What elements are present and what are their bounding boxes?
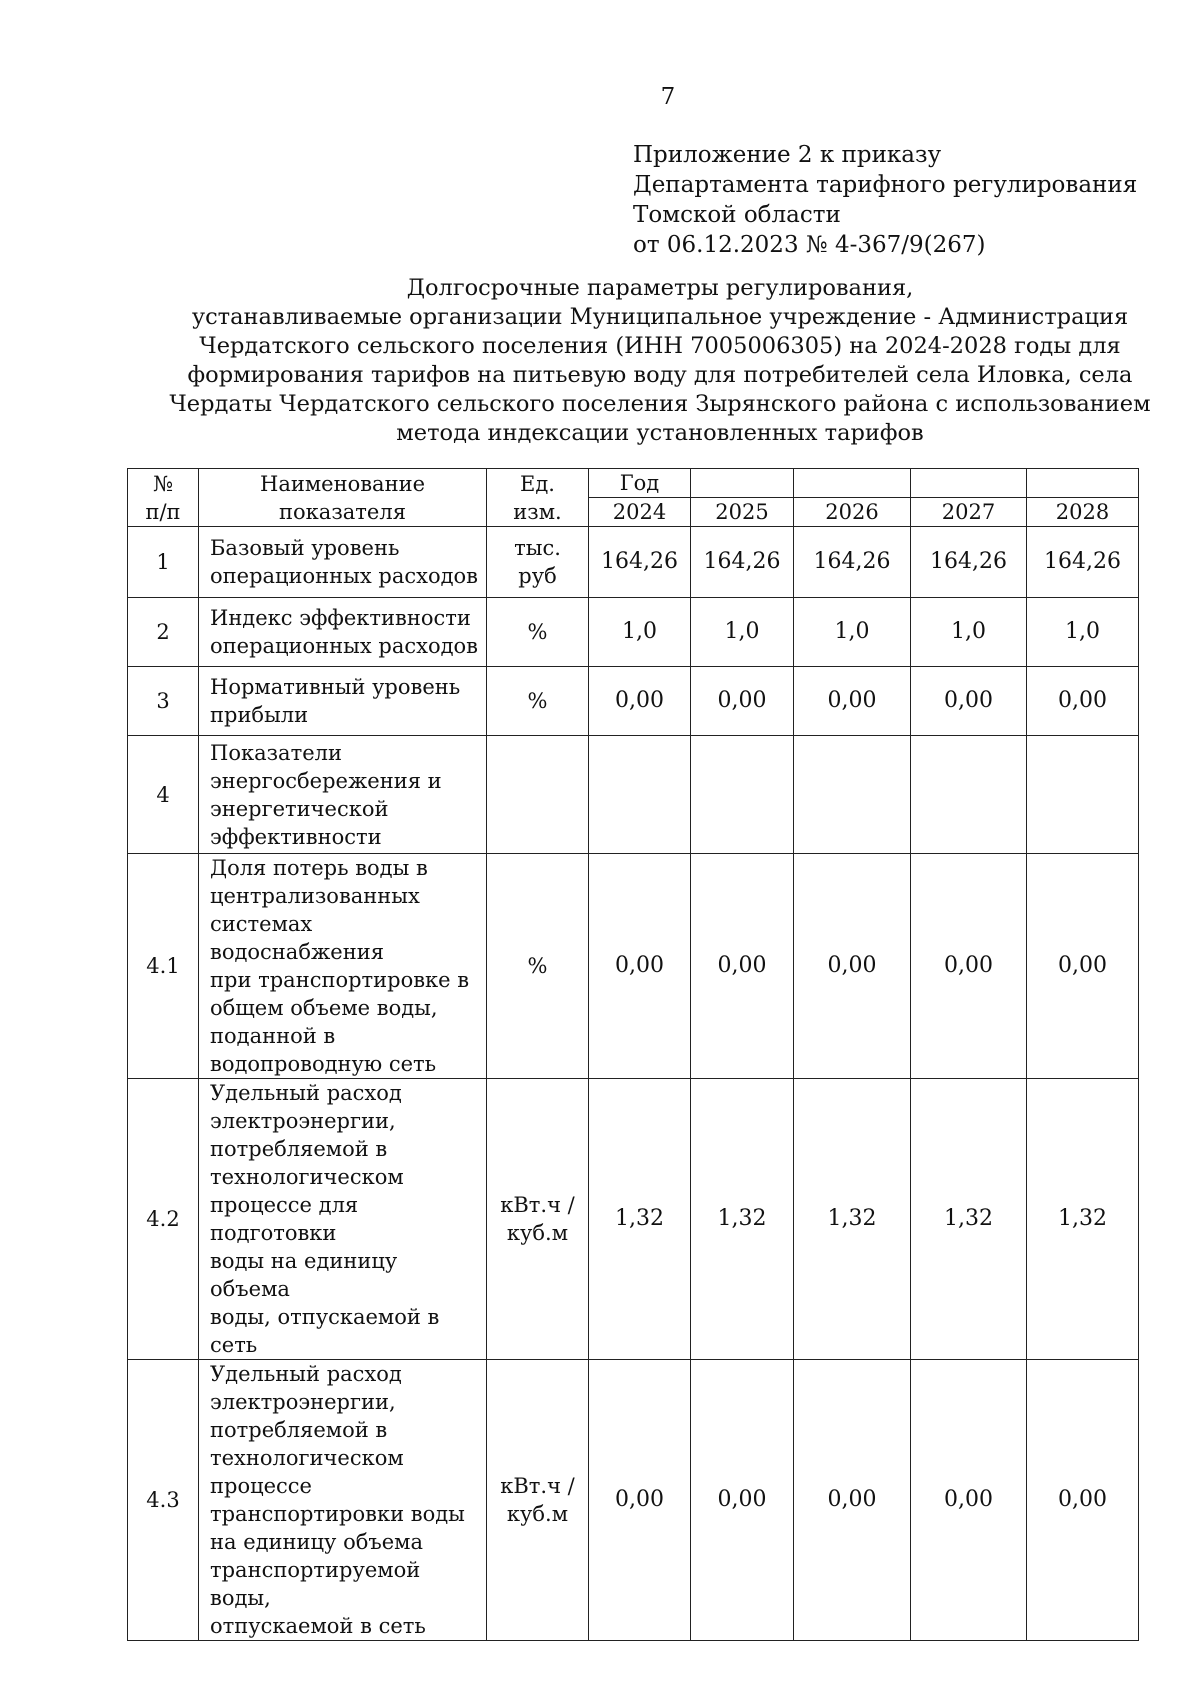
value-cell: 1,0	[589, 598, 691, 667]
indicator-name-line: системах водоснабжения	[210, 912, 384, 964]
header-unit-cell	[487, 469, 589, 527]
value-cell: 1,0	[794, 598, 911, 667]
row-number: 4.3	[146, 1488, 180, 1512]
indicator-name-line: водопроводную сеть	[210, 1052, 437, 1076]
value-cell	[794, 736, 911, 854]
indicator-name-line: потребляемой в	[210, 1137, 388, 1161]
indicator-name-line: операционных расходов	[210, 634, 479, 658]
indicator-name-line: Удельный расход	[210, 1362, 402, 1386]
value-cell: 0,00	[1027, 854, 1139, 1079]
unit-line: куб.м	[506, 1502, 569, 1526]
header-unit-line1: Ед.	[520, 471, 555, 496]
row-number-cell	[128, 527, 199, 598]
indicator-name-line: Индекс эффективности	[210, 606, 471, 630]
unit-line: %	[527, 689, 548, 713]
value-cell: 1,0	[691, 598, 794, 667]
row-number-cell	[128, 854, 199, 1079]
unit-cell	[487, 527, 589, 598]
header-year: 2028	[1027, 498, 1139, 527]
appendix-line: Приложение 2 к приказу	[633, 142, 942, 168]
indicator-name-cell	[199, 598, 487, 667]
value-cell: 164,26	[794, 527, 911, 598]
value-cell: 0,00	[794, 1360, 911, 1641]
value-cell: 0,00	[589, 1360, 691, 1641]
header-empty-cell	[911, 469, 1027, 498]
indicator-name-line: электроэнергии,	[210, 1109, 396, 1133]
title-line: Долгосрочные параметры регулирования,	[406, 275, 914, 301]
value-cell	[911, 736, 1027, 854]
table-row	[128, 667, 1139, 736]
row-number: 4.2	[146, 1207, 180, 1231]
indicator-name-cell	[199, 1079, 487, 1360]
indicator-name-line: Доля потерь воды в	[210, 856, 428, 880]
title-line: формирования тарифов на питьевую воду для потребителей села Иловка, села	[187, 362, 1133, 388]
value-cell: 1,0	[911, 598, 1027, 667]
title-line: Чердатского сельского поселения (ИНН 7005006305) на 2024-2028 годы для	[199, 333, 1121, 359]
table-row	[128, 736, 1139, 854]
indicator-name-line: воды, отпускаемой в сеть	[210, 1305, 440, 1357]
value-cell: 1,0	[1027, 598, 1139, 667]
value-cell	[691, 736, 794, 854]
value-cell: 0,00	[794, 854, 911, 1079]
indicator-name-line: прибыли	[210, 703, 309, 727]
indicator-name-cell	[199, 854, 487, 1079]
indicator-name-line: эффективности	[210, 824, 382, 849]
indicator-name-cell	[199, 736, 487, 854]
value-cell: 0,00	[911, 1360, 1027, 1641]
row-number-cell	[128, 1079, 199, 1360]
header-empty-cell	[691, 469, 794, 498]
title-line: метода индексации установленных тарифов	[396, 420, 924, 446]
table-row	[128, 1360, 1139, 1641]
row-number-cell	[128, 598, 199, 667]
value-cell: 164,26	[911, 527, 1027, 598]
indicator-name-cell	[199, 1360, 487, 1641]
row-number-cell	[128, 667, 199, 736]
value-cell	[1027, 736, 1139, 854]
indicator-name-line: процессе	[210, 1474, 312, 1498]
unit-line: руб	[518, 564, 557, 588]
title-line: Чердаты Чердатского сельского поселения Зырянского района с использованием	[169, 391, 1151, 417]
indicator-name-line: энергетической	[210, 796, 389, 821]
indicator-name-line: электроэнергии,	[210, 1390, 396, 1414]
table-row	[128, 1079, 1139, 1360]
value-cell: 1,32	[691, 1079, 794, 1360]
table-row	[128, 854, 1139, 1079]
header-name-line2: показателя	[279, 499, 406, 524]
unit-cell	[487, 667, 589, 736]
table-row	[128, 598, 1139, 667]
indicator-name-line: технологическом	[210, 1165, 404, 1189]
indicator-name-line: отпускаемой в сеть	[210, 1614, 426, 1638]
unit-line: тыс.	[514, 536, 561, 560]
header-empty-cell	[1027, 469, 1139, 498]
row-number-cell	[128, 1360, 199, 1641]
header-year: 2024	[589, 498, 691, 527]
table-body	[128, 469, 1139, 1641]
indicator-name-line: общем объеме воды,	[210, 996, 438, 1020]
appendix-block	[633, 140, 1137, 260]
parameters-table	[127, 468, 1139, 1641]
value-cell: 1,32	[794, 1079, 911, 1360]
row-number: 2	[156, 620, 170, 644]
unit-line: %	[527, 620, 548, 644]
unit-line: %	[527, 954, 548, 978]
indicator-name-line: воды на единицу объема	[210, 1249, 398, 1301]
indicator-name-line: поданной в	[210, 1024, 336, 1048]
unit-cell	[487, 736, 589, 854]
indicator-name-line: централизованных	[210, 884, 420, 908]
header-name-line1: Наименование	[260, 471, 425, 496]
appendix-line: Томской области	[633, 202, 841, 228]
value-cell: 164,26	[589, 527, 691, 598]
header-num-cell	[128, 469, 199, 527]
header-year: 2025	[691, 498, 794, 527]
header-name-cell	[199, 469, 487, 527]
value-cell: 0,00	[589, 854, 691, 1079]
value-cell	[589, 736, 691, 854]
value-cell: 0,00	[1027, 1360, 1139, 1641]
unit-line: кВт.ч /	[500, 1193, 575, 1217]
value-cell: 0,00	[691, 854, 794, 1079]
appendix-line: от 06.12.2023 № 4-367/9(267)	[633, 232, 986, 258]
unit-line: куб.м	[506, 1221, 569, 1245]
header-year: 2026	[794, 498, 911, 527]
unit-cell	[487, 1079, 589, 1360]
row-number: 4.1	[146, 954, 180, 978]
value-cell: 1,32	[911, 1079, 1027, 1360]
header-year: 2027	[911, 498, 1027, 527]
header-num-line2: п/п	[145, 499, 181, 524]
indicator-name-line: Базовый уровень	[210, 536, 400, 560]
value-cell: 0,00	[794, 667, 911, 736]
value-cell: 1,32	[1027, 1079, 1139, 1360]
header-num-line1: №	[153, 471, 173, 496]
header-year-label: Год	[589, 469, 691, 498]
value-cell: 0,00	[1027, 667, 1139, 736]
indicator-name-line: Удельный расход	[210, 1081, 402, 1105]
header-row	[128, 469, 1139, 498]
value-cell: 0,00	[589, 667, 691, 736]
unit-line: кВт.ч /	[500, 1474, 575, 1498]
indicator-name-line: процессе для подготовки	[210, 1193, 359, 1245]
indicator-name-line: транспортировки воды	[210, 1502, 465, 1526]
header-unit-line2: изм.	[513, 499, 562, 524]
unit-cell	[487, 854, 589, 1079]
row-number: 3	[156, 689, 170, 713]
value-cell: 164,26	[691, 527, 794, 598]
value-cell: 0,00	[691, 1360, 794, 1641]
unit-cell	[487, 598, 589, 667]
indicator-name-line: Показатели	[210, 740, 342, 765]
value-cell: 1,32	[589, 1079, 691, 1360]
value-cell: 0,00	[911, 854, 1027, 1079]
value-cell: 0,00	[691, 667, 794, 736]
header-empty-cell	[794, 469, 911, 498]
value-cell: 0,00	[911, 667, 1027, 736]
indicator-name-line: технологическом	[210, 1446, 404, 1470]
indicator-name-line: транспортируемой воды,	[210, 1558, 421, 1610]
page-number: 7	[660, 84, 676, 110]
title-line: устанавливаемые организации Муниципальное учреждение - Администрация	[191, 304, 1129, 330]
indicator-name-line: потребляемой в	[210, 1418, 388, 1442]
row-number: 4	[156, 782, 170, 807]
indicator-name-line: энергосбережения и	[210, 768, 442, 793]
indicator-name-cell	[199, 527, 487, 598]
indicator-name-line: на единицу объема	[210, 1530, 424, 1554]
value-cell: 164,26	[1027, 527, 1139, 598]
indicator-name-line: при транспортировке в	[210, 968, 470, 992]
row-number-cell	[128, 736, 199, 854]
unit-cell	[487, 1360, 589, 1641]
indicator-name-line: операционных расходов	[210, 564, 479, 588]
indicator-name-cell	[199, 667, 487, 736]
indicator-name-line: Нормативный уровень	[210, 675, 461, 699]
table-row	[128, 527, 1139, 598]
document-title	[140, 274, 1180, 448]
appendix-line: Департамента тарифного регулирования	[633, 172, 1138, 198]
row-number: 1	[156, 550, 170, 574]
